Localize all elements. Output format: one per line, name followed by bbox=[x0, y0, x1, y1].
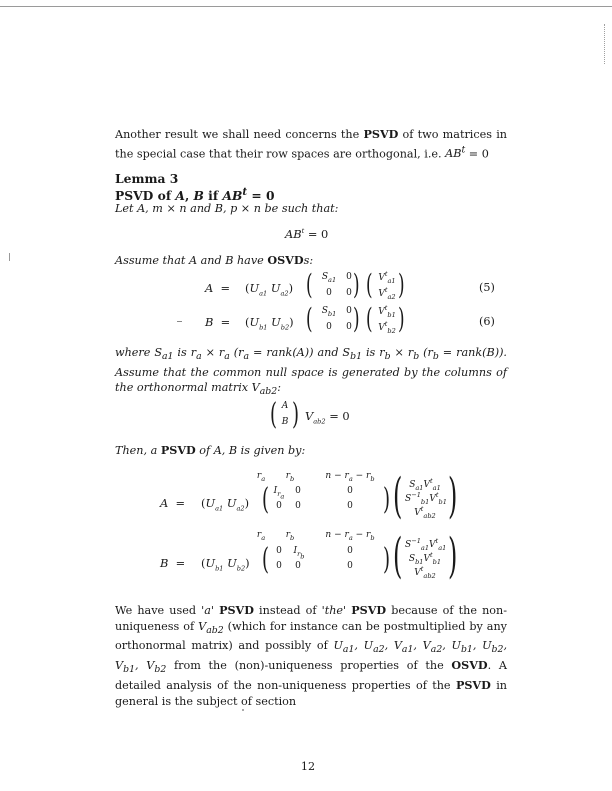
scan-mark bbox=[9, 253, 10, 261]
paper-page: Another result we shall need concerns the PSVD of two matrices in the special case that their row spaces are orthogonal, i.e. $AB^t = 0$ Lemma 3 PSVD of A, B if $AB^t = 0$ Let A, m × n and B, p × n be such that: $AB^t = 0$ Assume that A and B have OSVDs: A = ($U_{a1}$ $U_{a2}$) ( $S_{a1}$ 0 0 0 ) ( $V^t_{a1}$ $V^t_{a2}$ ) (5) B = ($U_{b1}$ $U_{b2}$) ( $S_{b1}$ 0 0 0 ) ( $V^t_{b1}$ $V^t_{b2}$ ) (6) where $S_{a1}$ is $r_a \times r_a$ ($r_a$ = rank(A)) and $S_{b1}$ is $r_b \times r_b$ ($r_b$ = rank(B)). Assume that the common null space is generated by the columns of the orthonormal matrix $V_{ab2}$: ( A B ) $V_{ab2} = 0$ Then, a PSVD of A, B is given by: $r_a$ $r_b$ $n - r_a - r_b$ A = ($U_{a1}$ $U_{a2}$) ( $I_{r_a}$ 0 0 0 0 0 ) ( $S_{a1}V^t_{a1}$ $S^{-1}_{b1}V^t_{b1}$ $V^t_{ab2}$ ) $r_a$ $r_b$ $n - r_a - r_b$ B = ($U_{b1}$ $U_{b2}$) ( 0 $I_{r_b}$ 0 0 0 0 ) ( $S^{-1}_{a1}V^t_{a1}$ $S_{b1}V^t_{b1}$ $V^t_{ab2}$ ) We have used 'a' PSVD instead of 'the' PSVD because of the non-uniqueness of $V_{ab2}$ (which for instance can be postmultiplied by any orthonormal matrix) and possibly of $U_{a1}$, $U_{a2}$, $V_{a1}$, $V_{a2}$, $U_{b1}$, $U_{b2}$, $V_{b1}$, $V_{b2}$ from the (non)-uniqueness properties of the OSVD. A detailed analysis of the non-uniqueness properties of the PSVD in general is the subject of section 12 bbox=[0, 0, 612, 791]
scan-top-edge bbox=[0, 6, 612, 7]
conclusion-paragraph: We have used 'a' PSVD instead of 'the' PSVD because of the non-uniqueness of $V_{ab2}$ (which for instance can be postmultiplied by any orthonormal matrix) and possibly of $U_{a1}$, $U_{a2}$, $V_{a1}$, $V_{a2}$, $U_{b1}$, $U_{b2}$, $V_{b1}$, $V_{b2}$ from the (non)-uniqueness properties of the OSVD. A detailed analysis of the non-uniqueness properties of the PSVD in general is the subject of section bbox=[115, 603, 508, 708]
lemma-title: PSVD of A, B if $AB^t = 0$ bbox=[115, 186, 275, 204]
scan-mark bbox=[177, 321, 182, 322]
equation-ab-zero: $AB^t = 0$ bbox=[285, 227, 329, 241]
then-text: Then, a PSVD of A, B is given by: bbox=[115, 443, 306, 457]
scan-side-marks bbox=[604, 24, 606, 64]
assume-osvd: Assume that A and B have OSVDs: bbox=[115, 253, 314, 267]
page-number: 12 bbox=[300, 760, 316, 773]
scan-mark bbox=[242, 709, 244, 711]
equation-number: (6) bbox=[479, 315, 495, 328]
lemma-label: Lemma 3 bbox=[115, 171, 179, 186]
where-paragraph: where $S_{a1}$ is $r_a \times r_a$ ($r_a$ = rank(A)) and $S_{b1}$ is $r_b \times r_b$ ($r_b$ = rank(B)). Assume that the common null space is generated by the columns of the orthonormal matrix $V_{ab2}$: bbox=[115, 346, 507, 398]
lemma-let: Let A, m × n and B, p × n be such that: bbox=[115, 202, 339, 215]
intro-paragraph: Another result we shall need concerns the PSVD of two matrices in the special case that their row spaces are orthogonal, i.e. $AB^t = 0$ bbox=[115, 127, 507, 161]
equation-number: (5) bbox=[479, 281, 495, 294]
